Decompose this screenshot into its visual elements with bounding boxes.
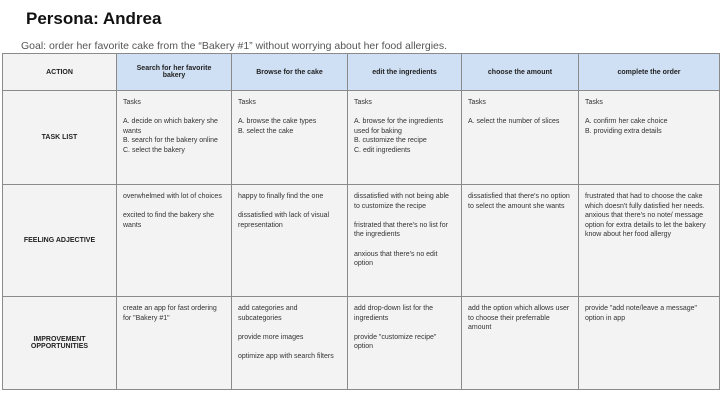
row-label-improvement: IMPROVEMENT OPPORTUNITIES bbox=[3, 297, 117, 390]
row-feeling bbox=[3, 185, 720, 297]
cell-text-line: dissatisfied that there's no option to select the amount she wants bbox=[468, 193, 570, 210]
spacer bbox=[354, 211, 456, 221]
cell-text-line: excited to find the bakery she wants bbox=[123, 212, 215, 229]
spacer bbox=[238, 108, 342, 118]
spacer bbox=[123, 202, 226, 212]
improvement-complete-cell bbox=[579, 297, 720, 390]
header-edit-ingredients: edit the ingredients bbox=[348, 54, 462, 91]
spacer bbox=[238, 323, 342, 333]
cell-text-line: happy to finally find the one bbox=[238, 193, 324, 200]
cell-text-line: add categories and subcategories bbox=[238, 305, 298, 322]
task-list-browse-cell bbox=[232, 91, 348, 185]
cell-text-line: Tasks bbox=[123, 99, 141, 106]
feeling-edit-cell bbox=[348, 185, 462, 297]
row-label-feeling: FEELING ADJECTIVE bbox=[3, 185, 117, 297]
cell-text-line: A. decide on which bakery she wants bbox=[123, 118, 218, 135]
improvement-edit-cell bbox=[348, 297, 462, 390]
spacer bbox=[354, 240, 456, 250]
header-choose-amount: choose the amount bbox=[462, 54, 579, 91]
spacer bbox=[585, 108, 714, 118]
cell-text-line: B. select the cake bbox=[238, 127, 294, 135]
spacer bbox=[354, 323, 456, 333]
cell-text-line: add drop-down list for the ingredients bbox=[354, 305, 433, 322]
task-list-amount-cell bbox=[462, 91, 579, 185]
cell-text-line: Tasks bbox=[354, 99, 372, 106]
cell-text-line: C. edit ingredients bbox=[354, 146, 411, 154]
cell-text-line: provide "add note/leave a message" option in app bbox=[585, 305, 697, 322]
cell-text-line: optimize app with search filters bbox=[238, 352, 334, 360]
cell-text-line: A. select the number of slices bbox=[468, 118, 560, 126]
row-improvement bbox=[3, 297, 720, 390]
cell-text-line: dissatisfied with lack of visual representation bbox=[238, 212, 330, 229]
feeling-complete-cell bbox=[579, 185, 720, 297]
task-list-edit-cell bbox=[348, 91, 462, 185]
cell-text-line: create an app for fast ordering for "Bakery #1" bbox=[123, 305, 217, 322]
cell-text-line: frustrated that had to choose the cake which doesn't fully datisfied her needs. bbox=[585, 193, 705, 210]
cell-text-line: anxious that there's no note/ message option for extra details to let the bakery know about her food allergy bbox=[585, 212, 706, 239]
cell-text-line: fristrated that there's no list for the ingredients bbox=[354, 221, 448, 239]
cell-text-line: B. customize the recipe bbox=[354, 137, 427, 145]
feeling-amount-cell bbox=[462, 185, 579, 297]
header-browse-cake: Browse for the cake bbox=[232, 54, 348, 91]
header-row bbox=[3, 54, 720, 91]
header-search-bakery: Search for her favorite bakery bbox=[117, 54, 232, 91]
cell-text-line: A. confirm her cake choice bbox=[585, 118, 668, 126]
cell-text-line: provide more images bbox=[238, 333, 304, 341]
persona-title: Persona: Andrea bbox=[26, 9, 162, 28]
cell-text-line: B. providing extra details bbox=[585, 127, 662, 135]
improvement-amount-cell bbox=[462, 297, 579, 390]
task-list-search-cell bbox=[117, 91, 232, 185]
feeling-search-cell bbox=[117, 185, 232, 297]
cell-text-line: add the option which allows user to choose their preferrable amount bbox=[468, 305, 570, 332]
journey-map-table bbox=[2, 53, 720, 390]
task-list-complete-cell bbox=[579, 91, 720, 185]
cell-text-line: A. browse the cake types bbox=[238, 118, 317, 126]
spacer bbox=[123, 108, 226, 118]
cell-text-line: overwhelmed with lot of choices bbox=[123, 193, 222, 200]
cell-text-line: Tasks bbox=[585, 99, 603, 106]
improvement-browse-cell bbox=[232, 297, 348, 390]
row-task-list bbox=[3, 91, 720, 185]
cell-text-line: B. search for the bakery online bbox=[123, 137, 218, 145]
cell-text-line: provide "customize recipe" option bbox=[354, 333, 437, 351]
row-label-task-list: TASK LIST bbox=[3, 91, 117, 185]
cell-text-line: anxious that there's no edit option bbox=[354, 250, 438, 268]
cell-text-line: dissatisfied with not being able to customize the recipe bbox=[354, 193, 449, 210]
spacer bbox=[468, 108, 573, 118]
cell-text-line: C. select the bakery bbox=[123, 146, 185, 154]
improvement-search-cell bbox=[117, 297, 232, 390]
header-action: ACTION bbox=[3, 54, 117, 91]
cell-text-line: Tasks bbox=[468, 99, 486, 106]
feeling-browse-cell bbox=[232, 185, 348, 297]
cell-text-line: Tasks bbox=[238, 99, 256, 106]
spacer bbox=[238, 202, 342, 212]
spacer bbox=[238, 342, 342, 352]
cell-text-line: A. browse for the ingredients used for baking bbox=[354, 118, 444, 135]
header-complete-order: complete the order bbox=[579, 54, 720, 91]
goal-text: Goal: order her favorite cake from the “Bakery #1” without worrying about her food allergies. bbox=[21, 40, 448, 52]
spacer bbox=[354, 108, 456, 118]
